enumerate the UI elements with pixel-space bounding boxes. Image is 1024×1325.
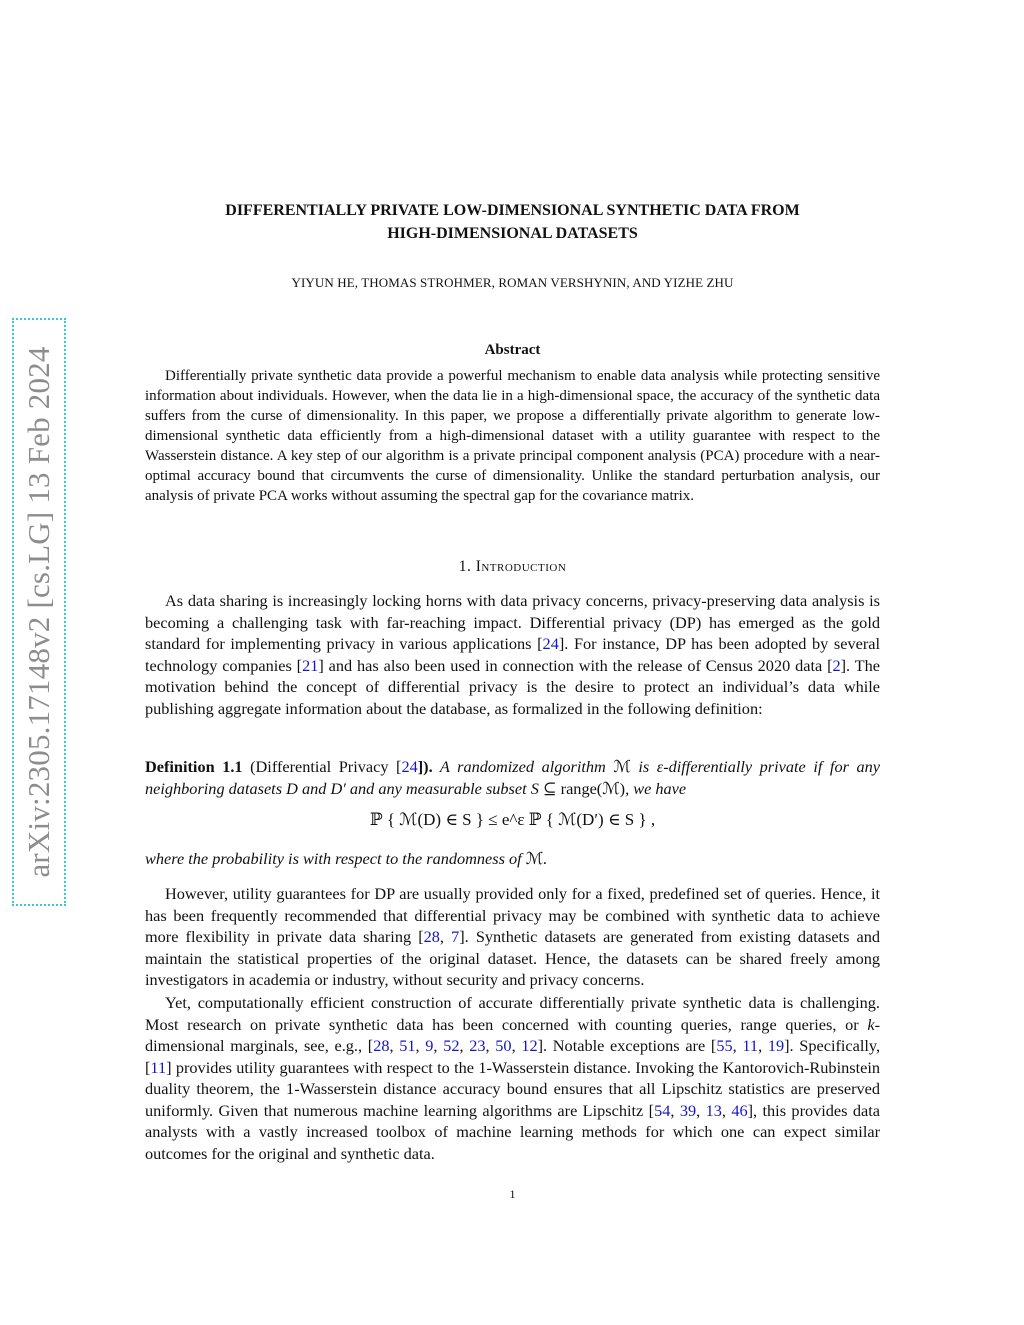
paper-title [145,199,880,245]
citation-link[interactable]: 19 [767,1036,785,1055]
definition-footnote: where the probability is with respect to the randomness of ℳ. [145,849,548,868]
citation-link[interactable]: 50 [495,1036,512,1055]
arxiv-id-text: arXiv:2305.17148v2 [cs.LG] 13 Feb 2024 [21,346,56,878]
citation-link[interactable]: 51 [399,1036,416,1055]
title-line-1: DIFFERENTIALLY PRIVATE LOW-DIMENSIONAL SYNTHETIC DATA FROM [225,202,800,219]
citation-link[interactable]: 54 [654,1100,671,1120]
citation-link[interactable]: 7 [451,927,460,946]
citation-link[interactable]: 28 [423,927,440,946]
citation-link[interactable]: 46 [731,1100,748,1120]
citation-link[interactable]: 9 [425,1036,434,1055]
intro-paragraph-2: However, utility guarantees for DP are usually provided only for a fixed, predefined set of queries. Hence, it has been frequently recommended that differential privacy may be combined with synthetic data to achieve more flexibility in private data sharing [28, 7]. Synthetic datasets are generated from existing datasets and maintain the statistical properties of the original dataset. Hence, the datasets can be shared freely among investigators in academia or industry, without security and privacy concerns. [145,884,881,989]
definition-block: Definition 1.1 (Differential Privacy [24]). A randomized algorithm ℳ is ε-differentially private if for any neighboring datasets D and D′ and any measurable subset S ⊆ range(ℳ), we have [145,757,881,798]
citation-link[interactable]: 23 [469,1036,486,1055]
section-heading: 1. Introduction [458,558,567,575]
author-list: YIYUN HE, THOMAS STROHMER, ROMAN VERSHYNIN, AND YIZHE ZHU [291,275,734,290]
page-number: 1 [509,1187,516,1201]
citation-link[interactable]: 28 [373,1036,390,1055]
citation-link[interactable]: 2 [832,655,841,675]
definition-label: Definition 1.1 [145,757,243,776]
intro-paragraph-3: Yet, computationally efficient construction of accurate differentially private synthetic data is challenging. Most research on private synthetic data has been concerned with counting queries, range queries, or k-dimensional marginals, see, e.g., [28, 51, 9, 52, 23, 50, 12]. Notable exceptions are [55, 11, 19]. Specifically, [11] provides utility guarantees with respect to the 1-Wasserstein distance. Invoking the Kantorovich-Rubinstein duality theorem, the 1-Wasserstein distance accuracy bound ensures that all Lipschitz statistics are preserved uniformly. Given that numerous machine learning algorithms are Lipschitz [54, 39, 13, 46], this provides data analysts with a vastly increased toolbox of machine learning methods for which one can expect similar outcomes for the original and synthetic data. [145,993,881,1163]
citation-link[interactable]: 21 [302,655,319,675]
citation-link[interactable]: 13 [705,1100,722,1120]
citation-link[interactable]: 39 [679,1100,697,1120]
citation-link[interactable]: 11 [150,1057,167,1077]
citation-link[interactable]: 24 [401,757,418,776]
intro-paragraph-1: As data sharing is increasingly locking horns with data privacy concerns, privacy-preserving data analysis is becoming a challenging task with far-reaching impact. Differential privacy (DP) has emerged as the gold standard for implementing privacy in various applications [24]. For instance, DP has been adopted by several technology companies [21] and has also been used in connection with the release of Census 2020 data [2]. The motivation behind the concept of differential privacy is the desire to protect an individual’s data while publishing aggregate information about the database, as formalized in the following definition: [145,591,881,718]
title-line-2: HIGH-DIMENSIONAL DATASETS [387,225,638,242]
dp-equation: ℙ { ℳ(D) ∈ S } ≤ e^ε ℙ { ℳ(D′) ∈ S } , [369,810,656,829]
citation-link[interactable]: 55 [716,1036,733,1055]
citation-link[interactable]: 52 [443,1036,460,1055]
arxiv-watermark [12,318,66,906]
citation-link[interactable]: 12 [521,1036,538,1055]
abstract-text: Differentially private synthetic data provide a powerful mechanism to enable data analysis while protecting sensitive information about individuals. However, when the data lie in a high-dimensional space, the accuracy of the synthetic data suffers from the curse of dimensionality. In this paper, we propose a differentially private algorithm to generate low-dimensional synthetic data efficiently from a high-dimensional dataset with a utility guarantee with respect to the Wasserstein distance. A key step of our algorithm is a private principal component analysis (PCA) procedure with a near-optimal accuracy bound that circumvents the curse of dimensionality. Unlike the standard perturbation analysis, our analysis of private PCA works without assuming the spectral gap for the covariance matrix. [145,368,880,504]
citation-link[interactable]: 24 [542,634,559,653]
citation-link[interactable]: 11 [742,1036,759,1055]
abstract-heading: Abstract [484,342,541,358]
